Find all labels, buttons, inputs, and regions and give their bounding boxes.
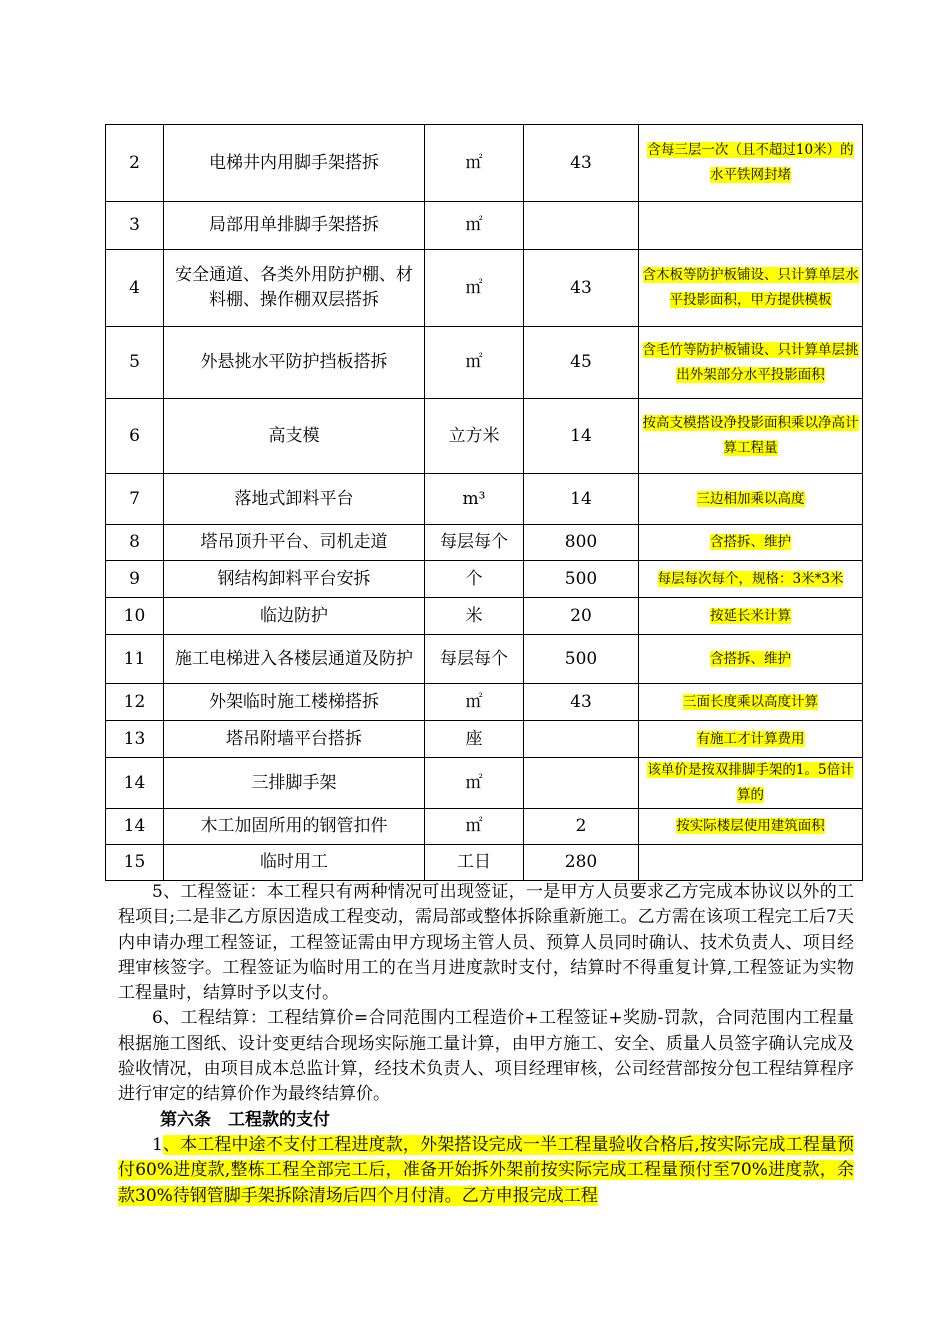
- note-cell: [639, 250, 863, 327]
- note-text: 三面长度乘以高度计算: [683, 693, 818, 710]
- unit: 立方米: [425, 399, 524, 474]
- note-cell: [639, 202, 863, 250]
- row-number: 11: [106, 635, 164, 684]
- note-text: 按实际楼层使用建筑面积: [676, 818, 825, 834]
- unit: 座: [425, 721, 524, 758]
- note-text: 该单价是按双排脚手架的1。5倍计算的: [647, 762, 854, 803]
- note-text: 含搭拆、维护: [710, 650, 791, 667]
- row-number: 3: [106, 202, 164, 250]
- note-cell: [639, 598, 863, 635]
- body-text: [118, 880, 854, 1209]
- item-name: 落地式卸料平台: [164, 474, 425, 525]
- table-row: [106, 399, 863, 474]
- note-text: 含毛竹等防护板铺设、只计算单层挑出外架部分水平投影面积: [642, 341, 859, 383]
- table-row: [106, 561, 863, 598]
- row-number: 9: [106, 561, 164, 598]
- unit: ㎡: [425, 202, 524, 250]
- table-row: [106, 474, 863, 525]
- price-table: [105, 124, 863, 881]
- item-name: 临边防护: [164, 598, 425, 635]
- unit-price: 14: [524, 474, 639, 525]
- row-number: 2: [106, 125, 164, 202]
- unit: ㎡: [425, 809, 524, 845]
- paragraph-payment: [118, 1133, 854, 1209]
- note-text: 三边相加乘以高度: [696, 490, 805, 507]
- note-text: 按高支模搭设净投影面积乘以净高计算工程量: [642, 415, 859, 456]
- unit-price: 800: [524, 525, 639, 561]
- item-name: 木工加固所用的钢管扣件: [164, 809, 425, 845]
- unit: 每层每个: [425, 525, 524, 561]
- note-cell: [639, 525, 863, 561]
- unit-price: 14: [524, 399, 639, 474]
- unit-price: 43: [524, 684, 639, 721]
- table-row: [106, 684, 863, 721]
- item-name: 外悬挑水平防护挡板搭拆: [164, 327, 425, 399]
- row-number: 10: [106, 598, 164, 635]
- item-name: 施工电梯进入各楼层通道及防护: [164, 635, 425, 684]
- unit: 工日: [425, 845, 524, 881]
- unit: ㎡: [425, 250, 524, 327]
- note-text: 每层每次每个，规格：3米*3米: [657, 570, 844, 587]
- item-name: 外架临时施工楼梯搭拆: [164, 684, 425, 721]
- unit: ㎡: [425, 758, 524, 809]
- unit: 每层每个: [425, 635, 524, 684]
- note-cell: [639, 845, 863, 881]
- item-name: 高支模: [164, 399, 425, 474]
- table-row: [106, 598, 863, 635]
- unit: 个: [425, 561, 524, 598]
- unit-price: [524, 202, 639, 250]
- note-text: 有施工才计算费用: [696, 730, 805, 747]
- table-row: [106, 758, 863, 809]
- row-number: 12: [106, 684, 164, 721]
- unit-price: [524, 721, 639, 758]
- item-name: 安全通道、各类外用防护棚、材料棚、操作棚双层搭拆: [164, 250, 425, 327]
- item-name: 临时用工: [164, 845, 425, 881]
- unit: ㎡: [425, 125, 524, 202]
- note-cell: [639, 635, 863, 684]
- note-cell: [639, 327, 863, 399]
- unit-price: 2: [524, 809, 639, 845]
- unit-price: [524, 758, 639, 809]
- table-row: [106, 525, 863, 561]
- item-name: 塔吊顶升平台、司机走道: [164, 525, 425, 561]
- note-text: 含木板等防护板铺设、只计算单层水平投影面积，甲方提供模板: [642, 267, 859, 308]
- unit: m³: [425, 474, 524, 525]
- unit-price: 43: [524, 125, 639, 202]
- note-cell: [639, 125, 863, 202]
- payment-text: 、本工程中途不支付工程进度款，外架搭设完成一半工程量验收合格后,按实际完成工程量预付60%进度款,整栋工程全部完工后，准备开始拆外架前按实际完成工程量预付至70%进度款，余款30%待钢管脚手架拆除清场后四个月付清。乙方申报完成工程: [118, 1134, 854, 1206]
- paragraph-settlement-visa: 5、工程签证：本工程只有两种情况可出现签证，一是甲方人员要求乙方完成本协议以外的工程项目;二是非乙方原因造成工程变动，需局部或整体拆除重新施工。乙方需在该项工程完工后7天内申请办理工程签证，工程签证需由甲方现场主管人员、预算人员同时确认、技术负责人、项目经理审核签字。工程签证为临时用工的在当月进度款时支付，结算时不得重复计算,工程签证为实物工程量时，结算时予以支付。: [118, 882, 854, 1004]
- item-name: 局部用单排脚手架搭拆: [164, 202, 425, 250]
- table-row: [106, 845, 863, 881]
- note-text: 含搭拆、维护: [710, 534, 791, 550]
- item-name: 电梯井内用脚手架搭拆: [164, 125, 425, 202]
- unit-price: 500: [524, 635, 639, 684]
- note-text: 按延长米计算: [710, 607, 791, 624]
- unit-price: 43: [524, 250, 639, 327]
- paragraph-final-settlement: 6、工程结算：工程结算价=合同范围内工程造价+工程签证+奖励-罚款，合同范围内工程量根据施工图纸、设计变更结合现场实际施工量计算，由甲方施工、安全、质量人员签字确认完成及验收情况，由项目成本总监计算，经技术负责人、项目经理审核，公司经营部按分包工程结算程序进行审定的结算价作为最终结算价。: [118, 1008, 854, 1105]
- table-row: [106, 809, 863, 845]
- section-heading: 第六条 工程款的支付: [160, 1109, 330, 1130]
- note-text: 含每三层一次（且不超过10米）的水平铁网封堵: [647, 142, 854, 183]
- unit-price: 280: [524, 845, 639, 881]
- payment-item-number: 1: [152, 1134, 163, 1155]
- unit-price: 500: [524, 561, 639, 598]
- note-cell: [639, 758, 863, 809]
- table-row: [106, 202, 863, 250]
- row-number: 14: [106, 809, 164, 845]
- unit: 米: [425, 598, 524, 635]
- note-cell: [639, 684, 863, 721]
- unit: ㎡: [425, 684, 524, 721]
- item-name: 塔吊附墙平台搭拆: [164, 721, 425, 758]
- table-row: [106, 327, 863, 399]
- row-number: 15: [106, 845, 164, 881]
- item-name: 三排脚手架: [164, 758, 425, 809]
- row-number: 14: [106, 758, 164, 809]
- note-cell: [639, 561, 863, 598]
- price-table-body: [106, 125, 863, 881]
- table-row: [106, 125, 863, 202]
- note-cell: [639, 399, 863, 474]
- row-number: 7: [106, 474, 164, 525]
- note-cell: [639, 721, 863, 758]
- row-number: 4: [106, 250, 164, 327]
- table-row: [106, 635, 863, 684]
- row-number: 8: [106, 525, 164, 561]
- row-number: 5: [106, 327, 164, 399]
- item-name: 钢结构卸料平台安拆: [164, 561, 425, 598]
- note-cell: [639, 809, 863, 845]
- row-number: 13: [106, 721, 164, 758]
- unit-price: 20: [524, 598, 639, 635]
- unit-price: 45: [524, 327, 639, 399]
- unit: ㎡: [425, 327, 524, 399]
- note-cell: [639, 474, 863, 525]
- table-row: [106, 250, 863, 327]
- row-number: 6: [106, 399, 164, 474]
- table-row: [106, 721, 863, 758]
